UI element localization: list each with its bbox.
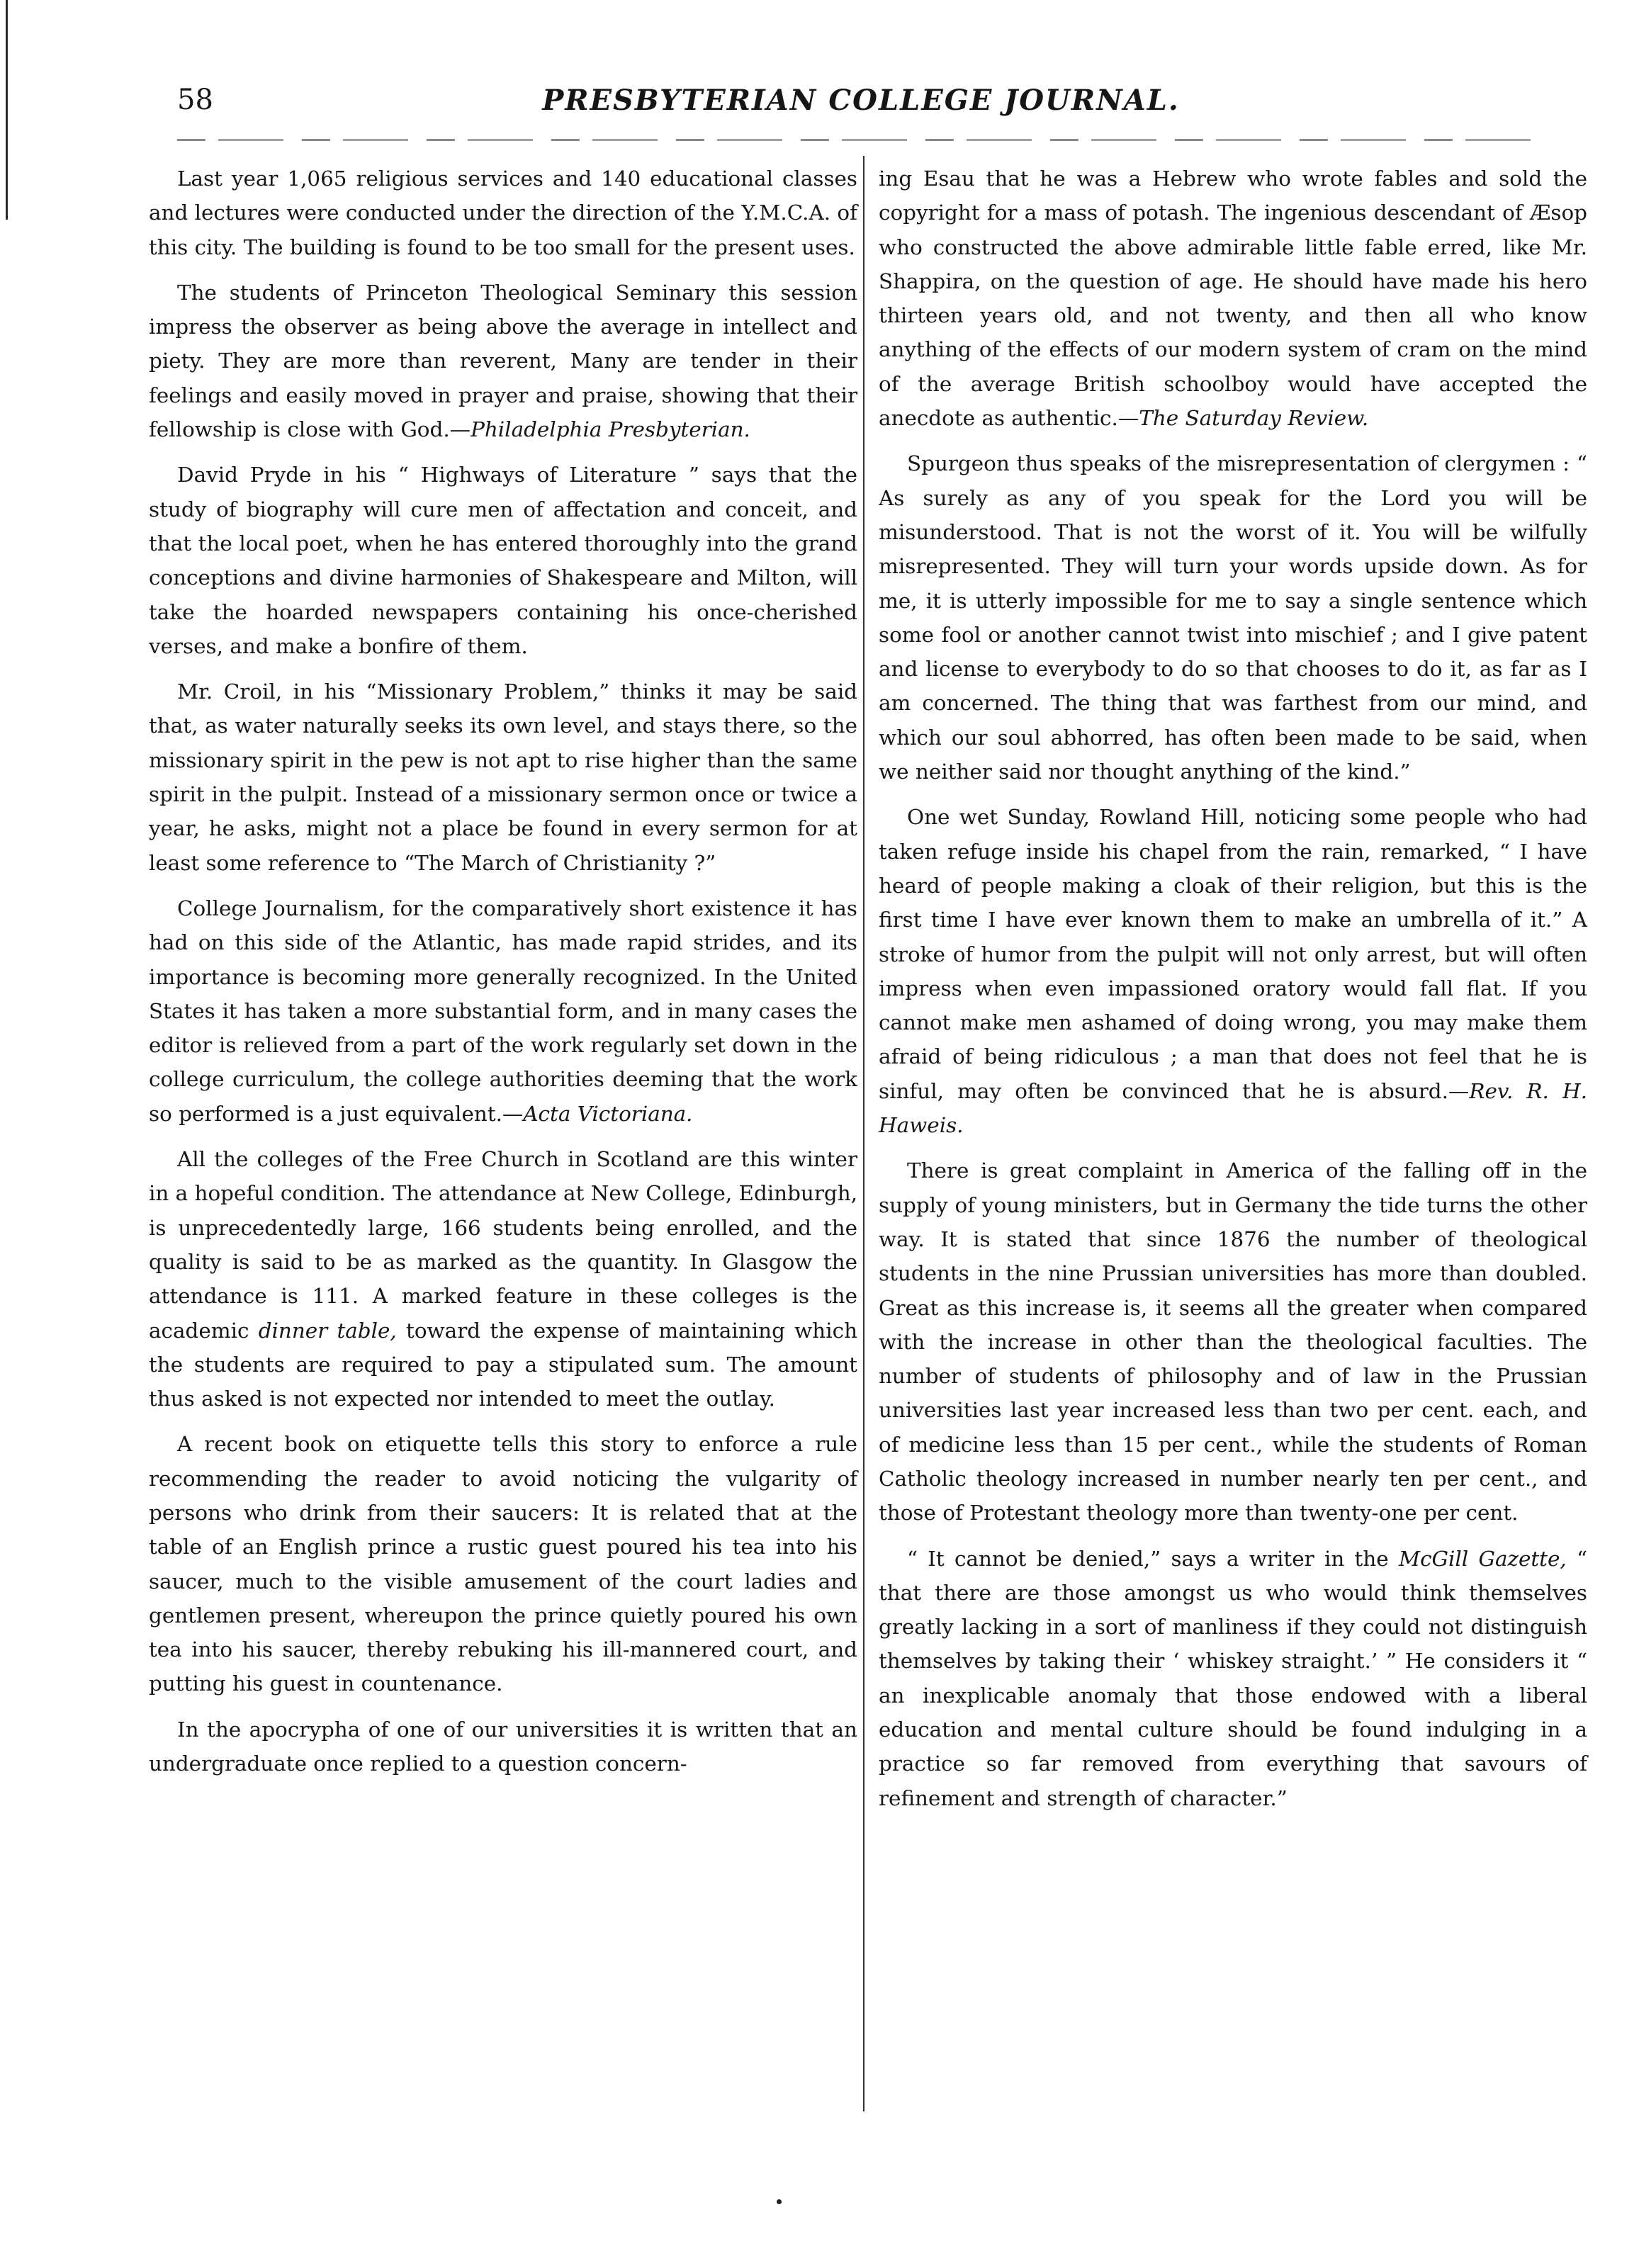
- paragraph: [879, 800, 1587, 1142]
- italic-citation: dinner table,: [258, 1318, 397, 1343]
- paragraph-text: Spurgeon thus speaks of the misrepresentation of clergymen : “ As surely as any of you speak for the Lord you will be misunderstood. That is not the worst of it. You will be wilfully misrepresented. They will turn your words upside down. As for me, it is utterly impossible for me to say a single sentence which some fool or another cannot twist into mischief ; and I give patent and license to everybody to do so that chooses to do it, as far as I am concerned. The thing that was farthest from our mind, and which our soul abhorred, has often been made to be said, when we neither said nor thought anything of the kind.”: [879, 451, 1587, 784]
- running-title: PRESBYTERIAN COLLEGE JOURNAL.: [542, 84, 1180, 117]
- paragraph: [879, 446, 1587, 789]
- paragraph-text: ing Esau that he was a Hebrew who wrote fables and sold the copyright for a mass of potash. The ingenious descendant of Æsop who constructed the above admirable little fable erred, like Mr. Shappira, on the question of age. He should have made his hero thirteen years old, and not twenty, and then all who know anything of the effects of our modern system of cram on the mind of the average British schoolboy would have accepted the anecdote as authentic.—: [879, 167, 1587, 431]
- paragraph-text: Mr. Croil, in his “Missionary Problem,” thinks it may be said that, as water naturally seeks its own level, and stays there, so the missionary spirit in the pew is not apt to rise higher than the same spirit in the pulpit. Instead of a missionary sermon once or twice a year, he asks, might not a place be found in every sermon for at least some reference to “The March of Christianity ?”: [149, 679, 857, 875]
- paragraph: [149, 276, 857, 446]
- margin-rule: [6, 0, 8, 220]
- paragraph-text: College Journalism, for the comparatively short existence it has had on this side of the Atlantic, has made rapid strides, and its importance is becoming more generally recognized. In the United States it has taken a more substantial form, and in many cases the editor is relieved from a part of the work regularly set down in the college curriculum, the college authorities deeming that the work so performed is a just equivalent.—: [149, 896, 857, 1126]
- header-rule: [177, 139, 1545, 141]
- paragraph: [149, 1142, 857, 1416]
- italic-citation: Philadelphia Presbyterian.: [471, 417, 750, 442]
- italic-citation: McGill Gazette,: [1398, 1546, 1567, 1571]
- paragraph: [149, 458, 857, 663]
- paragraph: [149, 1713, 857, 1781]
- paragraph: [149, 891, 857, 1131]
- paragraph-text: David Pryde in his “ Highways of Literature ” says that the study of biography will cure men of affectation and conceit, and that the local poet, when he has entered thoroughly into the grand conceptions and divine harmonies of Shakespeare and Milton, will take the hoarded newspapers containing his once-cherished verses, and make a bonfire of them.: [149, 463, 857, 658]
- paragraph-text: The students of Princeton Theological Seminary this session impress the observer as being above the average in intellect and piety. They are more than reverent, Many are tender in their feelings and easily moved in prayer and praise, showing that their fellowship is close with God.—: [149, 280, 857, 442]
- italic-citation: Rev. R. H. Haweis.: [879, 1078, 1587, 1138]
- paragraph-text: All the colleges of the Free Church in Scotland are this winter in a hopeful condition. The attendance at New College, Edinburgh, is unprecedentedly large, 166 students being enrolled, and the quality is said to be as marked as the quantity. In Glasgow the attendance is 111. A marked feature in these colleges is the academic: [149, 1147, 857, 1343]
- page-header: [177, 84, 1545, 133]
- italic-citation: Acta Victoriana.: [523, 1101, 693, 1126]
- paragraph-text: Last year 1,065 religious services and 140 educational classes and lectures were conducted under the direction of the Y.M.C.A. of this city. The building is found to be too small for the present uses.: [149, 167, 857, 259]
- italic-citation: The Saturday Review.: [1139, 406, 1369, 431]
- paragraph: [879, 1153, 1587, 1530]
- paragraph-text: “ It cannot be denied,” says a writer in the: [907, 1546, 1399, 1571]
- paragraph-text: One wet Sunday, Rowland Hill, noticing some people who had taken refuge inside his chapel from the rain, remarked, “ I have heard of people making a cloak of their religion, but this is the first time I have ever known them to make an umbrella of it.” A stroke of humor from the pulpit will not only arrest, but will often impress when even impassioned oratory would fall flat. If you cannot make men ashamed of doing wrong, you may make them afraid of being ridiculous ; a man that does not feel that he is sinful, may often be convinced that he is absurd.—: [879, 805, 1587, 1103]
- paragraph-text: A recent book on etiquette tells this story to enforce a rule recommending the reader to avoid noticing the vulgarity of persons who drink from their saucers: It is related that at the table of an English prince a rustic guest poured his tea into his saucer, much to the visible amusement of the court ladies and gentlemen present, whereupon the prince quietly poured his own tea into his saucer, thereby rebuking his ill-mannered court, and putting his guest in countenance.: [149, 1432, 857, 1696]
- paragraph-text: toward the expense of maintaining which the students are required to pay a stipulated sum. The amount thus asked is not expected nor intended to meet the outlay.: [149, 1318, 858, 1411]
- left-column: [149, 162, 857, 1781]
- paragraph: [879, 162, 1587, 435]
- paragraph: [149, 675, 857, 880]
- page-mark: [777, 2199, 782, 2204]
- paragraph: [879, 1542, 1587, 1815]
- column-divider: [863, 156, 864, 2111]
- paragraph-text: “ that there are those amongst us who would think themselves greatly lacking in a sort of manliness if they could not distinguish themselves by taking their ‘ whiskey straight.’ ” He considers it “ an inexplicable anomaly that those endowed with a liberal education and mental culture should be found indulging in a practice so far removed from everything that savours of refinement and strength of character.”: [879, 1546, 1588, 1810]
- paragraph-text: There is great complaint in America of the falling off in the supply of young ministers, but in Germany the tide turns the other way. It is stated that since 1876 the number of theological students in the nine Prussian universities has more than doubled. Great as this increase is, it seems all the greater when compared with the increase in other than the theological faculties. The number of students of philosophy and of law in the Prussian universities last year increased less than two per cent. each, and of medicine less than 15 per cent., while the students of Roman Catholic theology increased in number nearly ten per cent., and those of Protestant theology more than twenty-one per cent.: [879, 1158, 1587, 1525]
- right-column: [879, 162, 1587, 1815]
- paragraph: [149, 1427, 857, 1700]
- page-number: 58: [177, 84, 213, 116]
- paragraph: [149, 162, 857, 264]
- paragraph-text: In the apocrypha of one of our universities it is written that an undergraduate once replied to a question concern-: [149, 1717, 857, 1776]
